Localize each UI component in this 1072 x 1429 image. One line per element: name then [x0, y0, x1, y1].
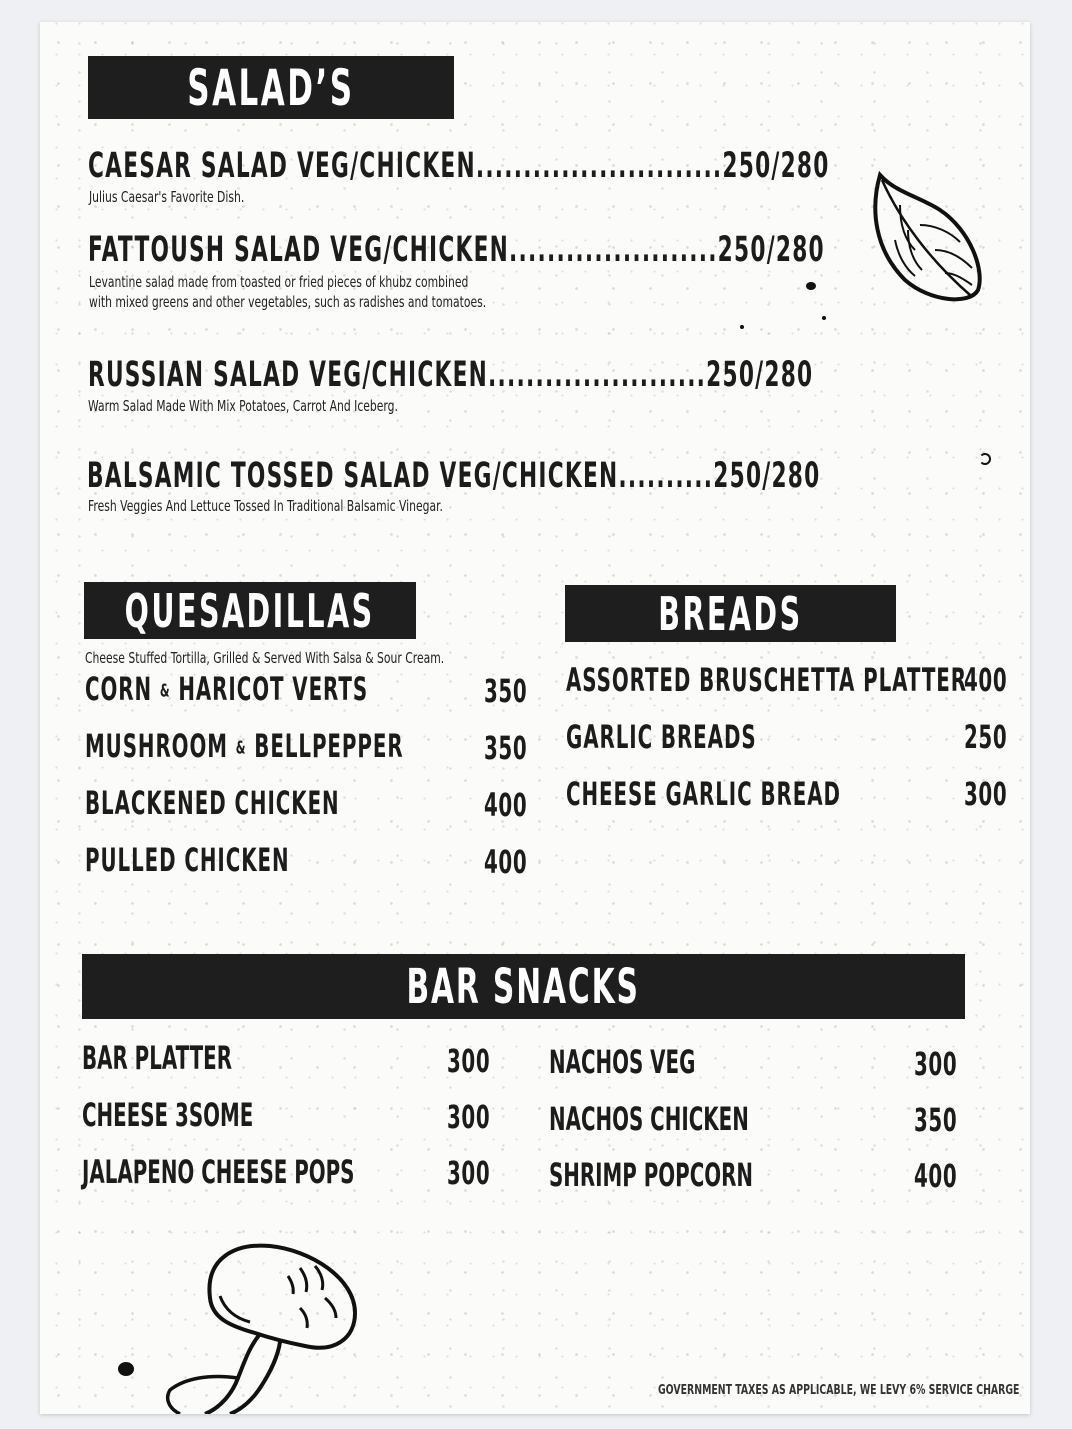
quesadilla-price: 350 — [484, 672, 528, 710]
quesadillas-note: Cheese Stuffed Tortilla, Grilled & Served With Salsa & Sour Cream. — [85, 649, 445, 667]
bar-snack-item: JALAPENO CHEESE POPS — [82, 1153, 355, 1191]
salads-heading: SALAD’S — [88, 56, 454, 119]
ink-dot — [740, 325, 744, 329]
bar-snack-item: NACHOS CHICKEN — [549, 1100, 749, 1138]
leaf-icon — [860, 170, 990, 310]
bread-price: 300 — [964, 775, 1008, 813]
quesadilla-item: CORN & HARICOT VERTS — [85, 670, 369, 708]
salad-desc-balsamic: Fresh Veggies And Lettuce Tossed In Traditional Balsamic Vinegar. — [88, 497, 443, 515]
bar-snack-price: 300 — [447, 1098, 491, 1136]
mushroom-icon — [110, 1238, 370, 1414]
breads-heading: BREADS — [565, 585, 896, 642]
quesadilla-price: 350 — [484, 729, 528, 767]
footer-note: GOVERNMENT TAXES AS APPLICABLE, WE LEVY 6% SERVICE CHARGE — [658, 1383, 1020, 1398]
salad-desc-caesar: Julius Caesar's Favorite Dish. — [89, 188, 245, 206]
salad-item-fattoush: FATTOUSH SALAD VEG/CHICKEN......................250/280 — [88, 230, 825, 270]
bread-item: ASSORTED BRUSCHETTA PLATTER — [566, 661, 967, 699]
bar-snack-item: SHRIMP POPCORN — [549, 1156, 753, 1194]
bar-snacks-heading: BAR SNACKS — [82, 954, 965, 1019]
bread-item: GARLIC BREADS — [566, 718, 757, 756]
bread-item: CHEESE GARLIC BREAD — [566, 775, 841, 813]
ink-ring — [979, 453, 991, 465]
bar-snack-item: NACHOS VEG — [549, 1043, 696, 1081]
bar-snack-price: 300 — [447, 1154, 491, 1192]
bar-snack-price: 300 — [914, 1045, 958, 1083]
quesadillas-heading: QUESADILLAS — [84, 582, 416, 639]
ink-dot — [118, 1362, 134, 1376]
salad-item-caesar: CAESAR SALAD VEG/CHICKEN..........................250/280 — [88, 146, 830, 186]
salad-item-balsamic: BALSAMIC TOSSED SALAD VEG/CHICKEN..........250/280 — [87, 456, 821, 496]
salad-item-russian: RUSSIAN SALAD VEG/CHICKEN.......................250/280 — [88, 355, 814, 395]
salad-desc-fattoush-2: with mixed greens and other vegetables, such as radishes and tomatoes. — [89, 293, 487, 311]
bread-price: 400 — [964, 661, 1008, 699]
ink-dot — [806, 282, 816, 290]
bar-snack-price: 300 — [447, 1042, 491, 1080]
quesadilla-item: PULLED CHICKEN — [85, 841, 290, 879]
quesadilla-item: MUSHROOM & BELLPEPPER — [85, 727, 404, 765]
quesadilla-item: BLACKENED CHICKEN — [85, 784, 340, 822]
salad-desc-fattoush-1: Levantine salad made from toasted or fried pieces of khubz combined — [89, 273, 469, 291]
bar-snack-price: 350 — [914, 1101, 958, 1139]
salad-desc-russian: Warm Salad Made With Mix Potatoes, Carrot And Iceberg. — [88, 397, 398, 415]
bread-price: 250 — [964, 718, 1008, 756]
bar-snack-price: 400 — [914, 1157, 958, 1195]
bar-snack-item: BAR PLATTER — [82, 1039, 233, 1077]
quesadilla-price: 400 — [484, 786, 528, 824]
quesadilla-price: 400 — [484, 843, 528, 881]
bar-snack-item: CHEESE 3SOME — [82, 1096, 254, 1134]
ink-dot — [822, 316, 826, 320]
